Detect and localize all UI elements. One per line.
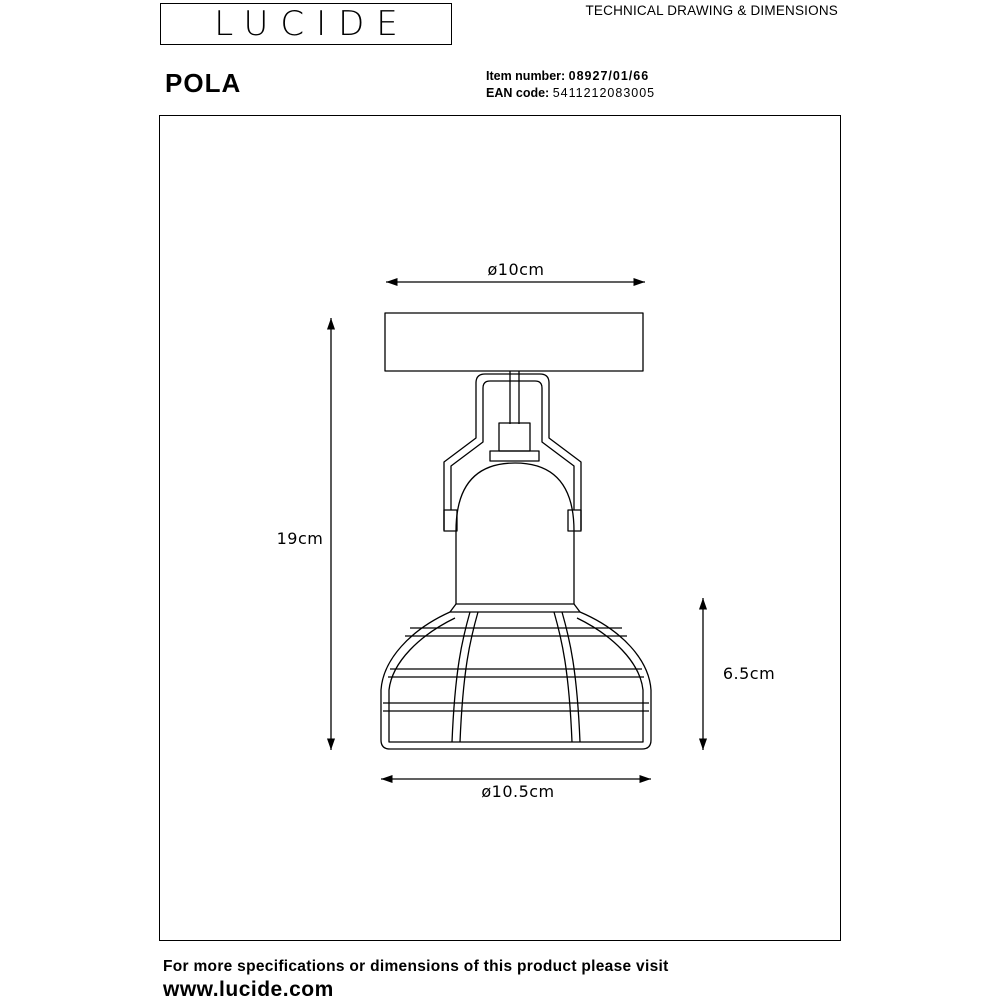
logo-text: LUCIDE [214,4,410,44]
top-diameter-label: ø10cm [487,260,545,279]
item-number-value: 08927/01/66 [568,69,650,83]
shade-height-label: 6.5cm [722,664,776,683]
footer-note: For more specifications or dimensions of this product please visit [163,958,669,975]
ean-value: 5411212083005 [552,86,656,100]
item-number-row: Item number: 08927/01/66 [486,69,650,83]
ceiling-plate [385,313,643,371]
shade-rib [405,628,627,636]
total-height-label: 19cm [276,529,324,548]
shade-diameter-label: ø10.5cm [481,782,555,801]
socket-ring [490,451,539,461]
bracket [444,374,581,530]
document-type: TECHNICAL DRAWING & DIMENSIONS [585,3,838,18]
shade-top [450,604,580,612]
lamp-outline [381,313,651,749]
footer-url[interactable]: www.lucide.com [163,978,334,1001]
shade-outline [381,612,651,749]
ean-label: EAN code [486,86,546,100]
product-name: POLA [165,68,242,98]
lamp-body [456,463,574,604]
item-number-label: Item number [486,69,562,83]
ean-row: EAN code: 5411212083005 [486,86,656,100]
socket-top [499,423,530,451]
